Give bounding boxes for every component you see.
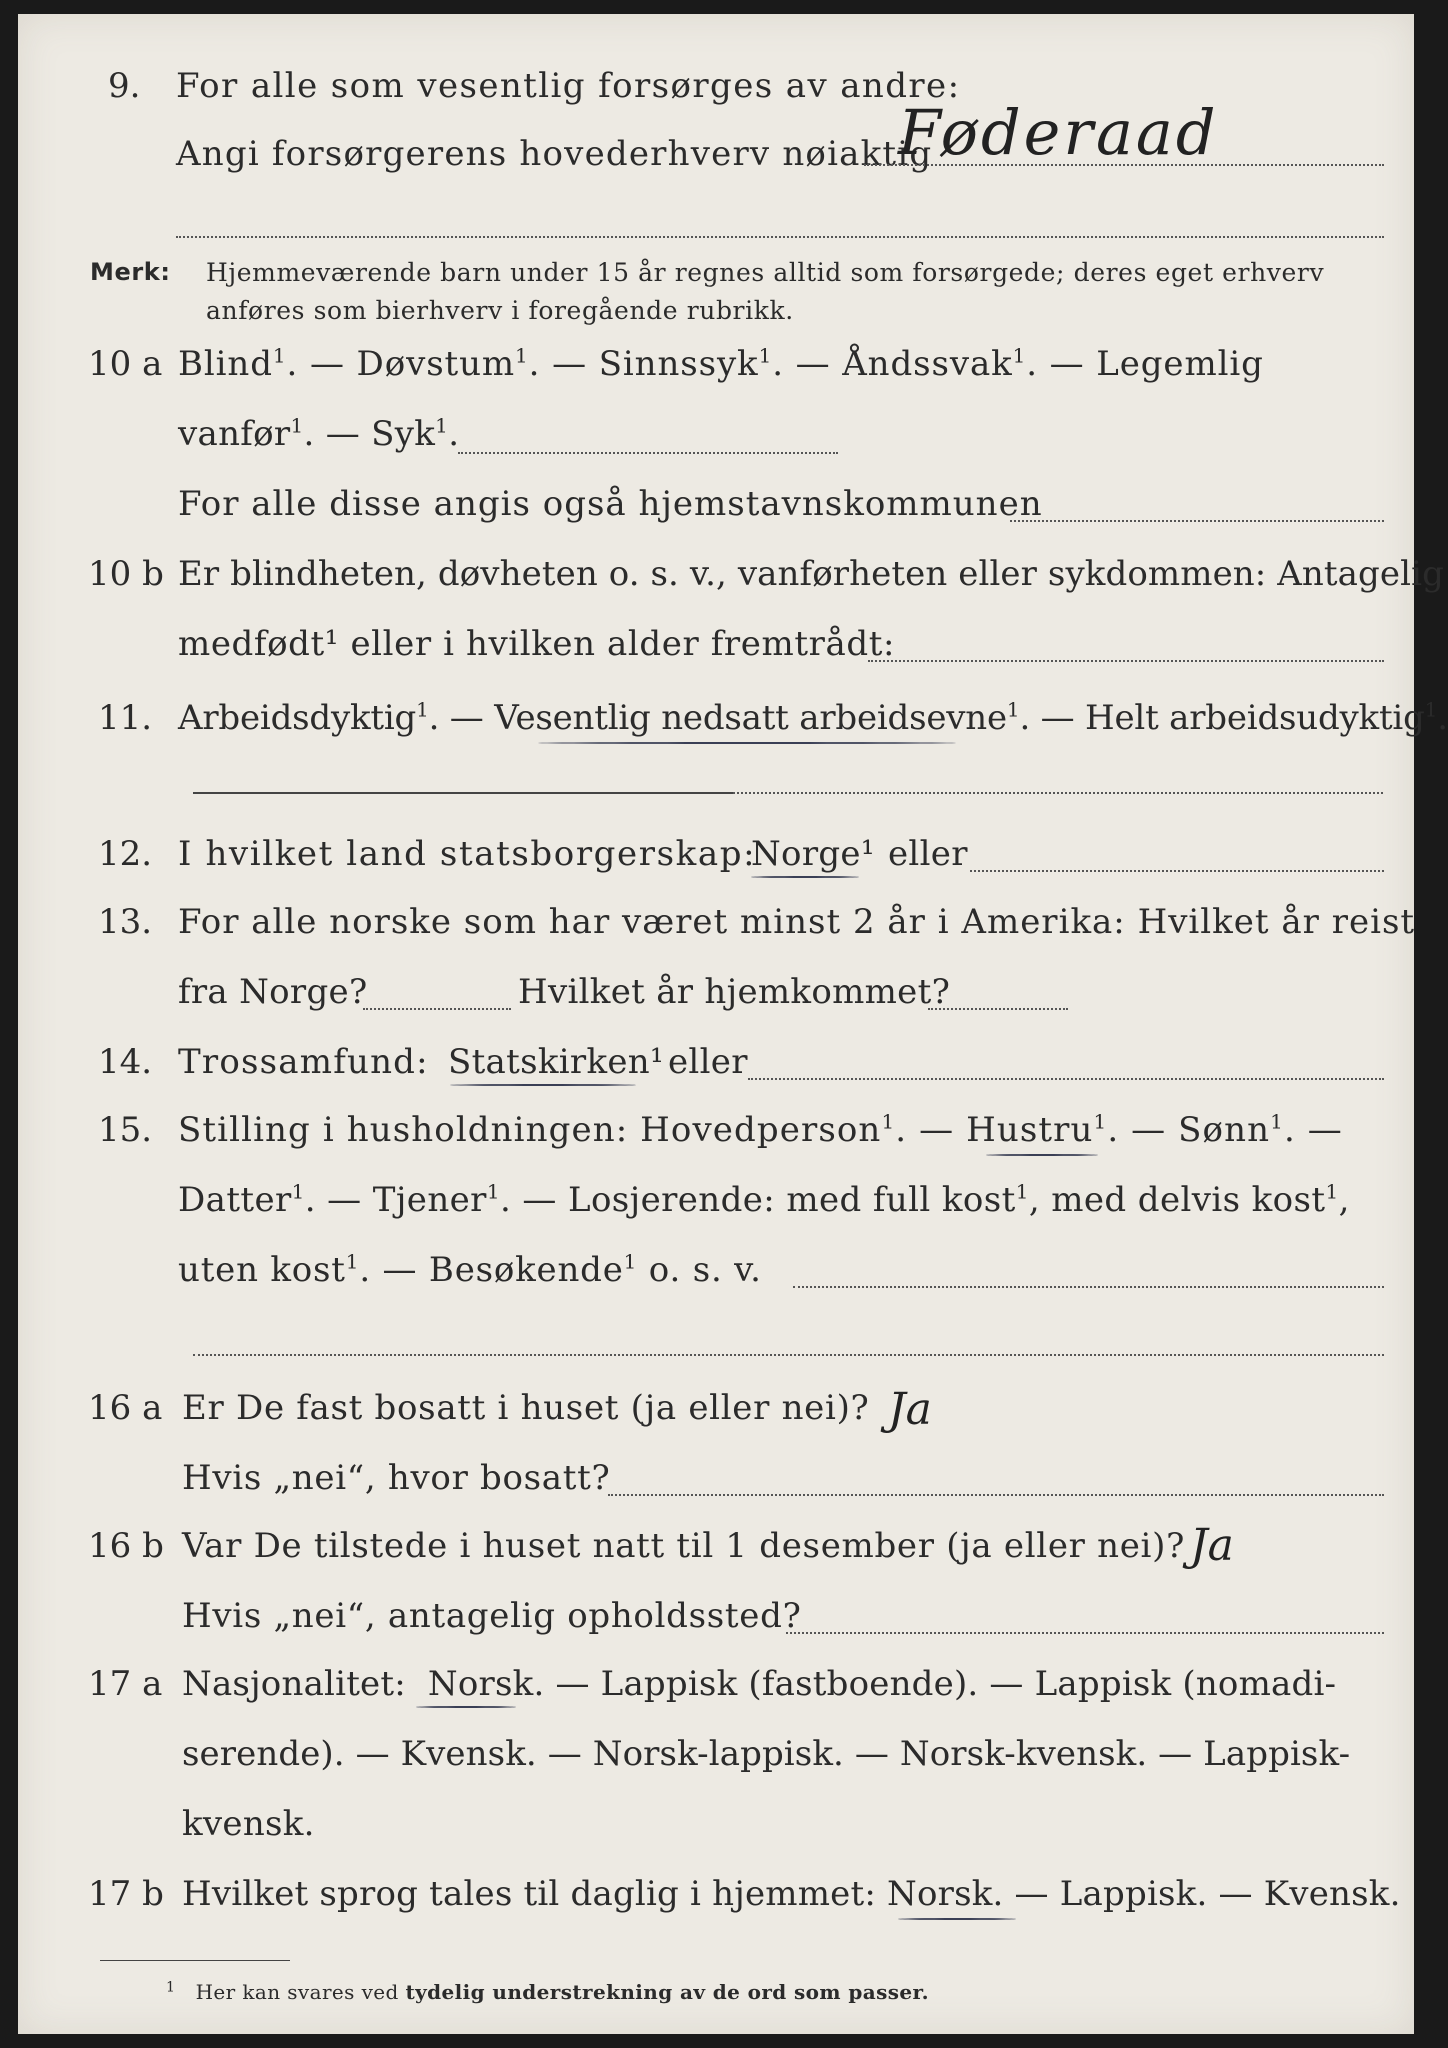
q10a-syk-line <box>458 452 838 454</box>
q12-number: 12. <box>98 834 153 874</box>
q10a-kommune-line <box>1010 520 1384 522</box>
q15-line1: Stilling i husholdningen: Hovedperson$^1$. — Hustru$^1$. — Sønn$^1$. — <box>178 1109 1343 1150</box>
q10a-line1: Blind$^1$. — Døvstum$^1$. — Sinnssyk$^1$. — Åndssvak$^1$. — Legemlig <box>178 343 1264 384</box>
q13-hjem-line <box>928 1008 1068 1010</box>
q13-line2a: fra Norge? <box>178 972 368 1012</box>
q10a-number: 10 a <box>88 344 163 384</box>
q17b-number: 17 b <box>88 1874 164 1914</box>
q16b-handwritten-answer: Ja <box>1190 1520 1234 1571</box>
census-form-page <box>18 14 1448 2034</box>
q11-line: Arbeidsdyktig$^1$. — Vesentlig nedsatt arbeidsevne$^1$. — Helt arbeidsudyktig$^1$. <box>178 697 1448 738</box>
q13-reist-line <box>363 1008 511 1010</box>
q12-underline-mark <box>751 876 859 878</box>
q11-number: 11. <box>98 698 153 738</box>
q11-rule-left <box>193 792 733 794</box>
q9-handwritten-answer: Føderaad <box>898 96 1219 169</box>
q10b-number: 10 b <box>88 554 164 594</box>
q10b-answer-line <box>868 660 1384 662</box>
q14-number: 14. <box>98 1042 153 1082</box>
q9-line1: For alle som vesentlig forsørges av andre: <box>176 66 961 106</box>
q9-number: 9. <box>108 66 141 106</box>
q12-option-norge: Norge¹ <box>751 834 875 874</box>
q15-line3: uten kost$^1$. — Besøkende$^1$ o. s. v. <box>178 1249 762 1290</box>
q10b-line1: Er blindheten, døvheten o. s. v., vanførheten eller sykdommen: Antagelig <box>178 554 1444 594</box>
q14-text: Trossamfund: <box>178 1042 429 1082</box>
q17b-underline-mark <box>898 1918 1016 1920</box>
q9-extra-line <box>176 236 1384 238</box>
q11-rule-right <box>733 792 1383 794</box>
q17a-line2: serende). — Kvensk. — Norsk-lappisk. — Norsk-kvensk. — Lappisk- <box>182 1734 1351 1774</box>
q14-option-statskirken: Statskirken¹ <box>448 1042 664 1082</box>
footnote-rule <box>100 1960 290 1961</box>
q10a-line3: For alle disse angis også hjemstavnskommunen <box>178 484 1043 524</box>
q16a-line2: Hvis „nei“, hvor bosatt? <box>182 1458 611 1498</box>
q15-number: 15. <box>98 1110 153 1150</box>
q12-tail: eller <box>888 834 968 874</box>
q16b-number: 16 b <box>88 1526 164 1566</box>
q10a-line2: vanfør$^1$. — Syk$^1$. <box>178 413 460 454</box>
q17a-line1: Nasjonalitet: Norsk. — Lappisk (fastboende). — Lappisk (nomadi- <box>182 1664 1337 1704</box>
q16a-handwritten-answer: Ja <box>888 1384 932 1435</box>
q9-line2: Angi forsørgerens hovederhverv nøiaktig <box>176 134 933 174</box>
q15-extra-line <box>193 1354 1384 1356</box>
q13-number: 13. <box>98 902 153 942</box>
q17a-underline-mark <box>416 1706 516 1708</box>
q10b-line2: medfødt¹ eller i hvilken alder fremtrådt: <box>178 624 896 664</box>
q17b-line1: Hvilket sprog tales til daglig i hjemmet: Norsk. — Lappisk. — Kvensk. <box>182 1874 1401 1914</box>
footnote: $^1$ Her kan svares ved tydelig understrekning av de ord som passer. <box>166 1979 929 2004</box>
q16a-number: 16 a <box>88 1388 163 1428</box>
merk-line2: anføres som bierhverv i foregående rubrikk. <box>206 296 794 325</box>
q14-answer-line <box>748 1078 1384 1080</box>
merk-line1: Hjemmeværende barn under 15 år regnes alltid som forsørgede; deres eget erhverv <box>206 258 1325 287</box>
q11-underline-mark <box>538 742 956 744</box>
q16b-line1: Var De tilstede i huset natt til 1 desember (ja eller nei)? <box>182 1526 1186 1566</box>
q16b-line2: Hvis „nei“, antagelig opholdssted? <box>182 1596 802 1636</box>
q17a-number: 17 a <box>88 1664 163 1704</box>
q15-answer-line <box>793 1286 1384 1288</box>
q12-text: I hvilket land statsborgerskap: <box>178 834 757 874</box>
merk-label: Merk: <box>90 258 171 286</box>
q14-tail: eller <box>668 1042 748 1082</box>
q16b-answer-line <box>786 1632 1384 1634</box>
q15-underline-mark <box>986 1154 1098 1156</box>
q16a-line1: Er De fast bosatt i huset (ja eller nei)? <box>182 1388 870 1428</box>
q12-answer-line <box>970 870 1384 872</box>
q13-line1: For alle norske som har været minst 2 år i Amerika: Hvilket år reist <box>178 902 1416 942</box>
q14-underline-mark <box>450 1084 636 1086</box>
q17a-line3: kvensk. <box>182 1804 315 1844</box>
q15-line2: Datter$^1$. — Tjener$^1$. — Losjerende: med full kost$^1$, med delvis kost$^1$, <box>178 1179 1350 1220</box>
q13-line2b: Hvilket år hjemkommet? <box>518 972 951 1012</box>
q16a-answer-line <box>608 1494 1384 1496</box>
